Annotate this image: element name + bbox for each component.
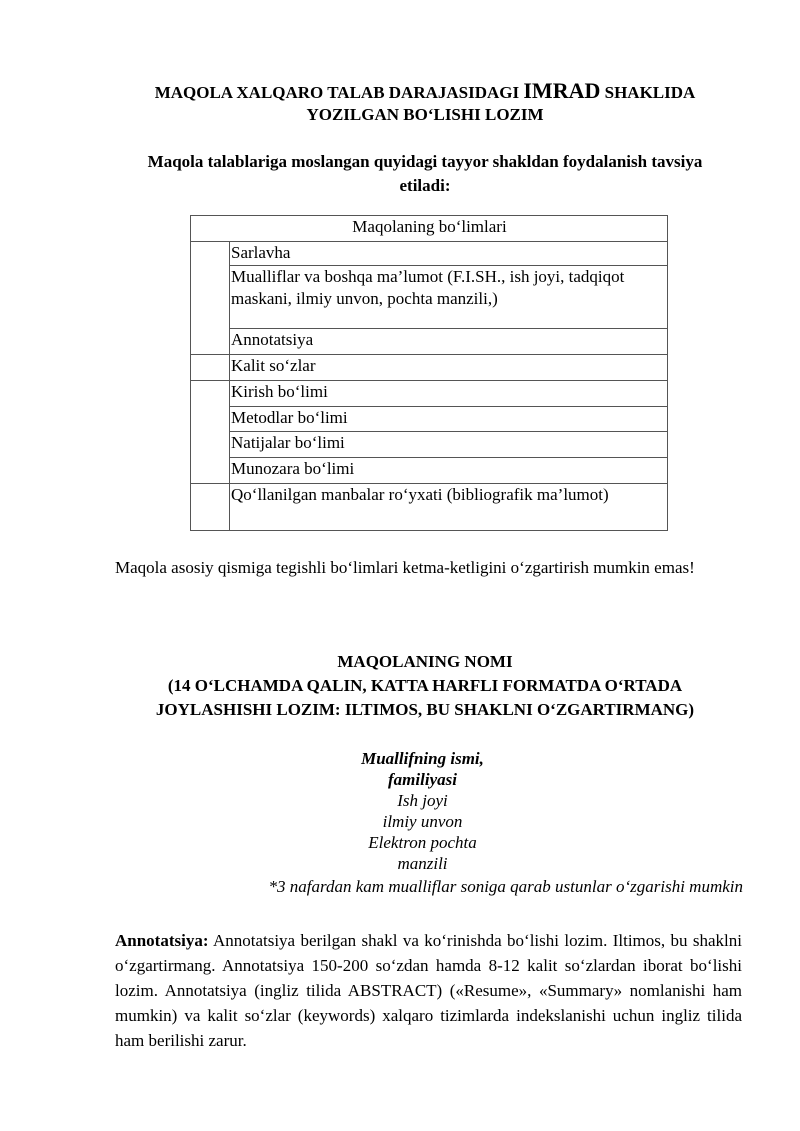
article-title-line1: MAQOLANING NOMI [337, 652, 513, 671]
heading-imrad: IMRAD [523, 78, 601, 103]
subheading-line1: Maqola talablariga moslangan quyidagi tayyor shakldan foydalanish tavsiya [147, 152, 703, 171]
table-row: Mualliflar va boshqa ma’lumot (F.I.SH., ish joyi, tadqiqot maskani, ilmiy unvon, pochta manzili,) [230, 266, 668, 329]
table-lead-cell [191, 381, 230, 484]
table-row: Natijalar bo‘limi [230, 432, 668, 458]
heading-line2: YOZILGAN BO‘LISHI LOZIM [306, 105, 544, 124]
heading-line1-pre: MAQOLA XALQARO TALAB DARAJASIDAGI [154, 83, 524, 102]
table-row: Kalit so‘zlar [230, 355, 668, 381]
sections-table [190, 215, 668, 531]
abstract-paragraph [115, 928, 742, 1053]
author-degree: ilmiy unvon [382, 812, 463, 831]
table-row: Kirish bo‘limi [230, 381, 668, 407]
article-title-line3: JOYLASHISHI LOZIM: ILTIMOS, BU SHAKLNI O‘ZGARTIRMANG) [155, 700, 695, 719]
table-lead-cell [191, 484, 230, 531]
author-email-line2: manzili [397, 854, 448, 873]
article-title-line2: (14 O‘LCHAMDA QALIN, KATTA HARFLI FORMATDA O‘RTADA [167, 676, 683, 695]
author-workplace: Ish joyi [397, 791, 448, 810]
abstract-text: Annotatsiya berilgan shakl va ko‘rinishda bo‘lishi lozim. Iltimos, bu shaklni o‘zgartirmang. Annotatsiya 150-200 so‘zdan hamda 8-12 kalit so‘zlardan iborat bo‘lishi lozim. Annotatsiya (ingliz tilida ABSTRACT) («Resume», «Summary» nomlanishi ham mumkin) va kalit so‘zlar (keywords) xalqaro tizimlarda indekslanishi uchun ingliz tilida ham berilishi zarur. [115, 931, 742, 1050]
document-subheading [110, 150, 740, 198]
table-row: Metodlar bo‘limi [230, 407, 668, 432]
table-row: Qo‘llanilgan manbalar ro‘yxati (bibliografik ma’lumot) [230, 484, 668, 531]
abstract-label: Annotatsiya: [115, 931, 209, 950]
table-lead-cell [191, 355, 230, 381]
author-columns-note: *3 nafardan kam mualliflar soniga qarab ustunlar o‘zgarishi mumkin [268, 877, 743, 896]
section-order-note: Maqola asosiy qismiga tegishli bo‘limlari ketma-ketligini o‘zgartirish mumkin emas! [115, 558, 695, 577]
sections-table-header: Maqolaning bo‘limlari [191, 216, 668, 242]
author-block [310, 748, 535, 874]
subheading-line2: etiladi: [399, 176, 451, 195]
table-row: Annotatsiya [230, 329, 668, 355]
heading-line1-post: SHAKLIDA [600, 83, 696, 102]
table-lead-cell [191, 242, 230, 355]
table-row: Munozara bo‘limi [230, 458, 668, 484]
author-email-line1: Elektron pochta [368, 833, 477, 852]
article-title-template [110, 650, 740, 722]
table-row: Sarlavha [230, 242, 668, 266]
author-surname: familiyasi [388, 770, 457, 789]
author-name: Muallifning ismi, [361, 749, 484, 768]
document-heading [110, 80, 740, 126]
